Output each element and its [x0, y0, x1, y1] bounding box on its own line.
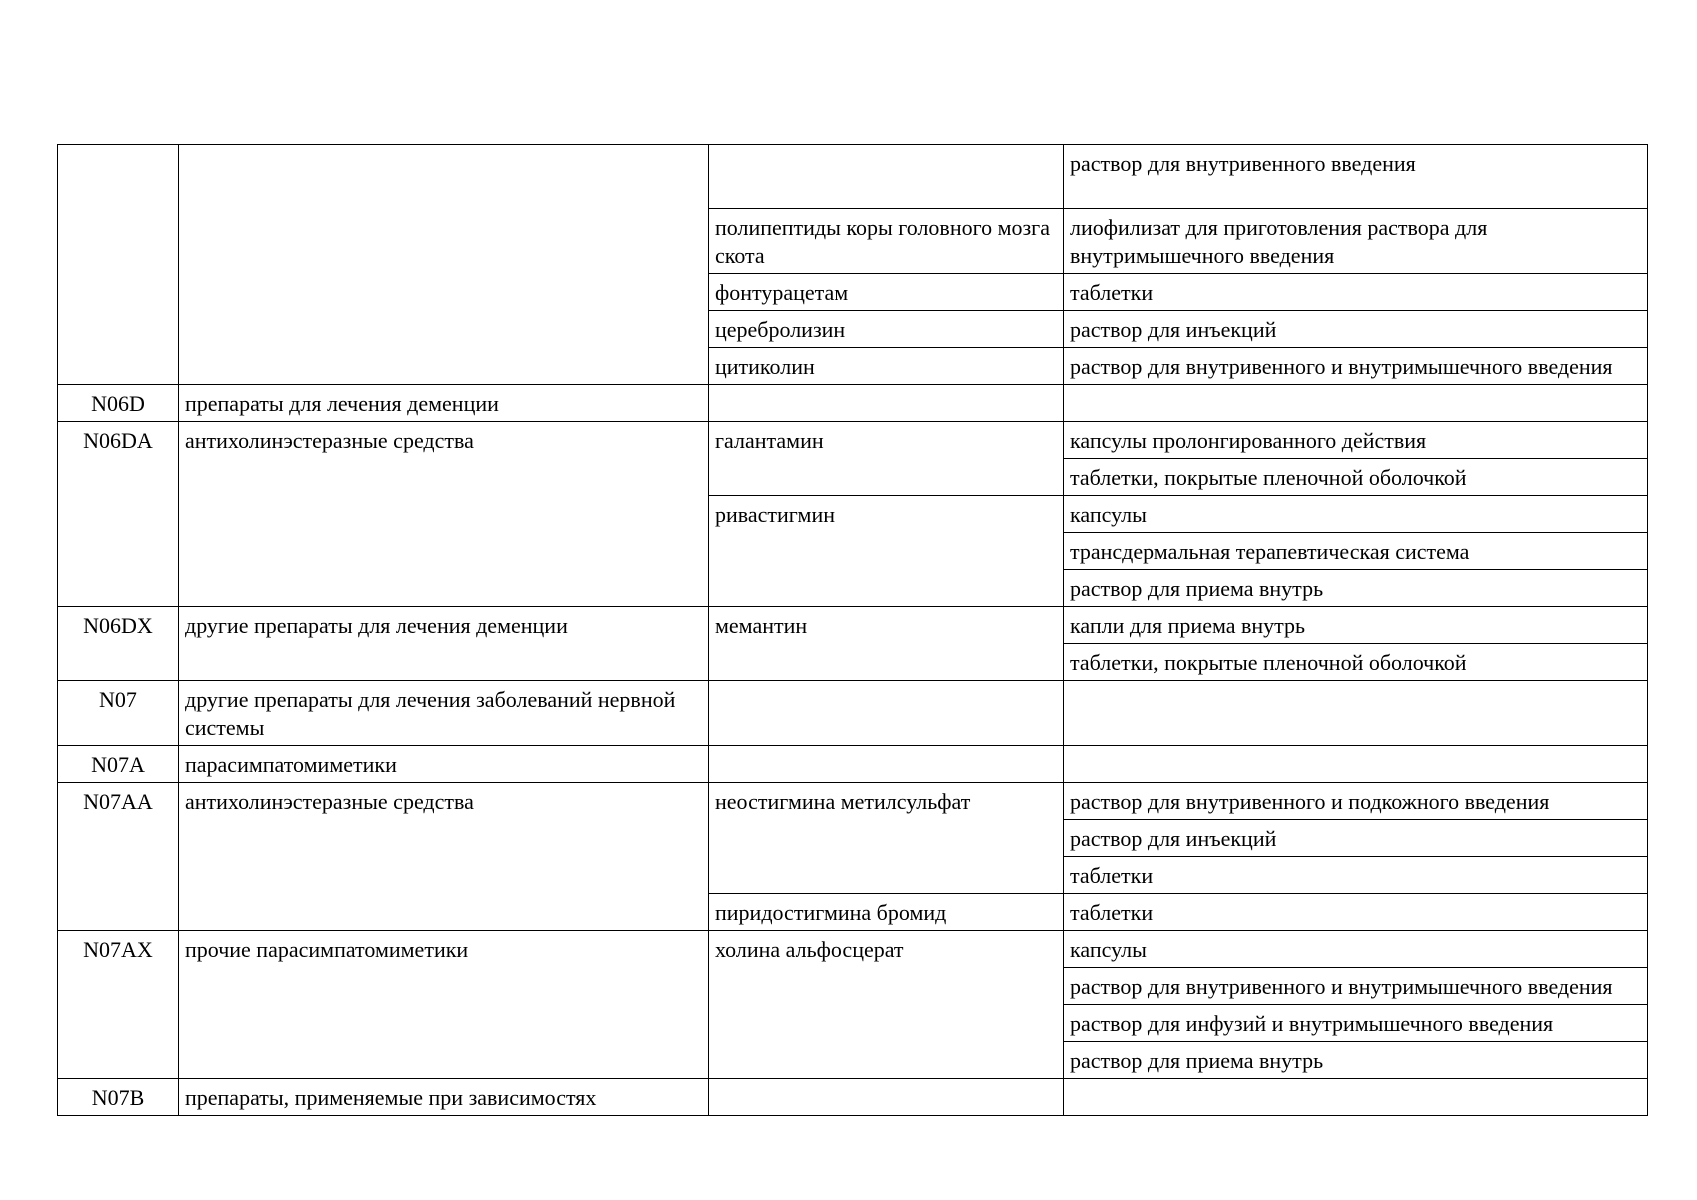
substance-cell: церебролизин: [709, 311, 1064, 348]
dosage-form-cell: капсулы пролонгированного действия: [1064, 422, 1648, 459]
group-name-cell: [179, 145, 709, 385]
dosage-form-cell: раствор для инфузий и внутримышечного введения: [1064, 1005, 1648, 1042]
dosage-form-cell: [1064, 385, 1648, 422]
dosage-form-cell: [1064, 746, 1648, 783]
substance-cell: цитиколин: [709, 348, 1064, 385]
dosage-form-cell: раствор для внутривенного введения: [1064, 145, 1648, 209]
dosage-form-cell: раствор для приема внутрь: [1064, 570, 1648, 607]
dosage-form-cell: раствор для внутривенного и внутримышечного введения: [1064, 348, 1648, 385]
atc-code-cell: N06DX: [58, 607, 179, 681]
table-row: [58, 746, 1648, 783]
dosage-form-cell: лиофилизат для приготовления раствора для внутримышечного введения: [1064, 209, 1648, 274]
group-name-cell: прочие парасимпатомиметики: [179, 931, 709, 1079]
substance-cell: [709, 746, 1064, 783]
substance-cell: [709, 681, 1064, 746]
dosage-form-cell: раствор для внутривенного и подкожного введения: [1064, 783, 1648, 820]
table-row: [58, 145, 1648, 209]
group-name-cell: препараты для лечения деменции: [179, 385, 709, 422]
dosage-form-cell: [1064, 1079, 1648, 1116]
table-row: [58, 422, 1648, 459]
atc-code-cell: N06DA: [58, 422, 179, 607]
atc-code-cell: [58, 145, 179, 385]
group-name-cell: другие препараты для лечения заболеваний нервной системы: [179, 681, 709, 746]
substance-cell: [709, 1079, 1064, 1116]
table-row: [58, 681, 1648, 746]
dosage-form-cell: капсулы: [1064, 931, 1648, 968]
table-row: [58, 783, 1648, 820]
atc-code-cell: N07: [58, 681, 179, 746]
dosage-form-cell: раствор для инъекций: [1064, 820, 1648, 857]
table-row: [58, 607, 1648, 644]
substance-cell: фонтурацетам: [709, 274, 1064, 311]
substance-cell: неостигмина метилсульфат: [709, 783, 1064, 894]
atc-code-cell: N07A: [58, 746, 179, 783]
dosage-form-cell: раствор для внутривенного и внутримышечного введения: [1064, 968, 1648, 1005]
dosage-form-cell: капли для приема внутрь: [1064, 607, 1648, 644]
dosage-form-cell: таблетки, покрытые пленочной оболочкой: [1064, 459, 1648, 496]
atc-code-cell: N07AA: [58, 783, 179, 931]
substance-cell: [709, 385, 1064, 422]
table-row: [58, 1079, 1648, 1116]
table-row: [58, 931, 1648, 968]
dosage-form-cell: таблетки: [1064, 894, 1648, 931]
dosage-form-cell: капсулы: [1064, 496, 1648, 533]
group-name-cell: парасимпатомиметики: [179, 746, 709, 783]
dosage-form-cell: раствор для инъекций: [1064, 311, 1648, 348]
substance-cell: полипептиды коры головного мозга скота: [709, 209, 1064, 274]
substance-cell: [709, 145, 1064, 209]
drug-table: [57, 144, 1648, 1116]
document-page: [57, 144, 1647, 1116]
dosage-form-cell: таблетки, покрытые пленочной оболочкой: [1064, 644, 1648, 681]
atc-code-cell: N07AX: [58, 931, 179, 1079]
dosage-form-cell: трансдермальная терапевтическая система: [1064, 533, 1648, 570]
group-name-cell: другие препараты для лечения деменции: [179, 607, 709, 681]
substance-cell: мемантин: [709, 607, 1064, 681]
table-row: [58, 385, 1648, 422]
group-name-cell: препараты, применяемые при зависимостях: [179, 1079, 709, 1116]
substance-cell: холина альфосцерат: [709, 931, 1064, 1079]
atc-code-cell: N07B: [58, 1079, 179, 1116]
dosage-form-cell: раствор для приема внутрь: [1064, 1042, 1648, 1079]
dosage-form-cell: таблетки: [1064, 274, 1648, 311]
dosage-form-cell: [1064, 681, 1648, 746]
dosage-form-cell: таблетки: [1064, 857, 1648, 894]
substance-cell: ривастигмин: [709, 496, 1064, 607]
substance-cell: пиридостигмина бромид: [709, 894, 1064, 931]
atc-code-cell: N06D: [58, 385, 179, 422]
group-name-cell: антихолинэстеразные средства: [179, 422, 709, 607]
group-name-cell: антихолинэстеразные средства: [179, 783, 709, 931]
substance-cell: галантамин: [709, 422, 1064, 496]
